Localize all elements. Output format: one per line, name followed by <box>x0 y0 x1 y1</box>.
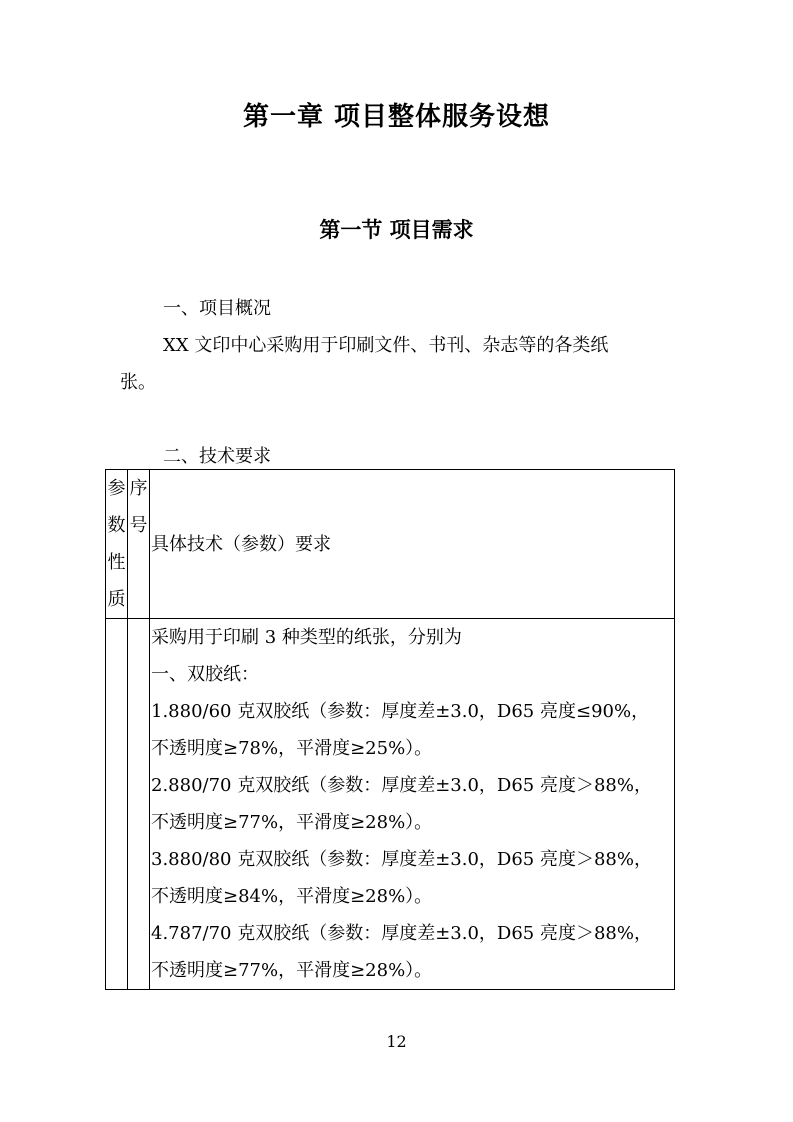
table-header-row <box>106 470 675 619</box>
header-label: 具体技术（参数）要求 <box>151 533 331 555</box>
requirement-line: 2.880/70 克双胶纸（参数：厚度差±3.0，D65 亮度＞88%， <box>151 775 652 796</box>
cell-param-nature <box>106 619 128 990</box>
header-char: 数 <box>107 515 126 536</box>
requirement-line: 不透明度≥78%，平滑度≥25%）。 <box>151 738 433 759</box>
requirement-line: 1.880/60 克双胶纸（参数：厚度差±3.0，D65 亮度≤90%， <box>151 701 650 722</box>
cell-requirements <box>150 619 675 990</box>
header-char: 序 <box>129 478 148 499</box>
header-char: 质 <box>107 589 126 610</box>
requirement-line: 不透明度≥77%，平滑度≥28%）。 <box>151 812 433 833</box>
requirement-line: 4.787/70 克双胶纸（参数：厚度差±3.0，D65 亮度＞88%， <box>151 923 652 944</box>
header-specific-requirements <box>150 470 675 619</box>
header-param-nature <box>106 470 128 619</box>
overview-text-line1: XX 文印中心采购用于印刷文件、书刊、杂志等的各类纸 <box>163 335 609 356</box>
section-title: 第一节 项目需求 <box>319 217 474 242</box>
page-number: 12 <box>386 1032 407 1051</box>
header-char: 号 <box>129 515 148 536</box>
chapter-title: 第一章 项目整体服务设想 <box>242 102 551 132</box>
header-char: 性 <box>107 552 126 573</box>
table-row <box>106 619 675 990</box>
header-serial-number <box>128 470 150 619</box>
requirement-line: 不透明度≥84%，平滑度≥28%）。 <box>151 886 433 907</box>
header-char: 参 <box>107 478 126 499</box>
requirement-line: 3.880/80 克双胶纸（参数：厚度差±3.0，D65 亮度＞88%， <box>151 849 652 870</box>
overview-text-line2: 张。 <box>120 372 156 393</box>
requirement-line: 不透明度≥77%，平滑度≥28%）。 <box>151 960 433 981</box>
overview-heading: 一、项目概况 <box>163 298 271 319</box>
tech-requirements-table <box>105 469 675 990</box>
tech-requirements-heading: 二、技术要求 <box>163 446 271 467</box>
requirement-line: 一、双胶纸： <box>151 664 259 685</box>
requirement-line: 采购用于印刷 3 种类型的纸张，分别为 <box>151 627 462 648</box>
cell-serial-number <box>128 619 150 990</box>
